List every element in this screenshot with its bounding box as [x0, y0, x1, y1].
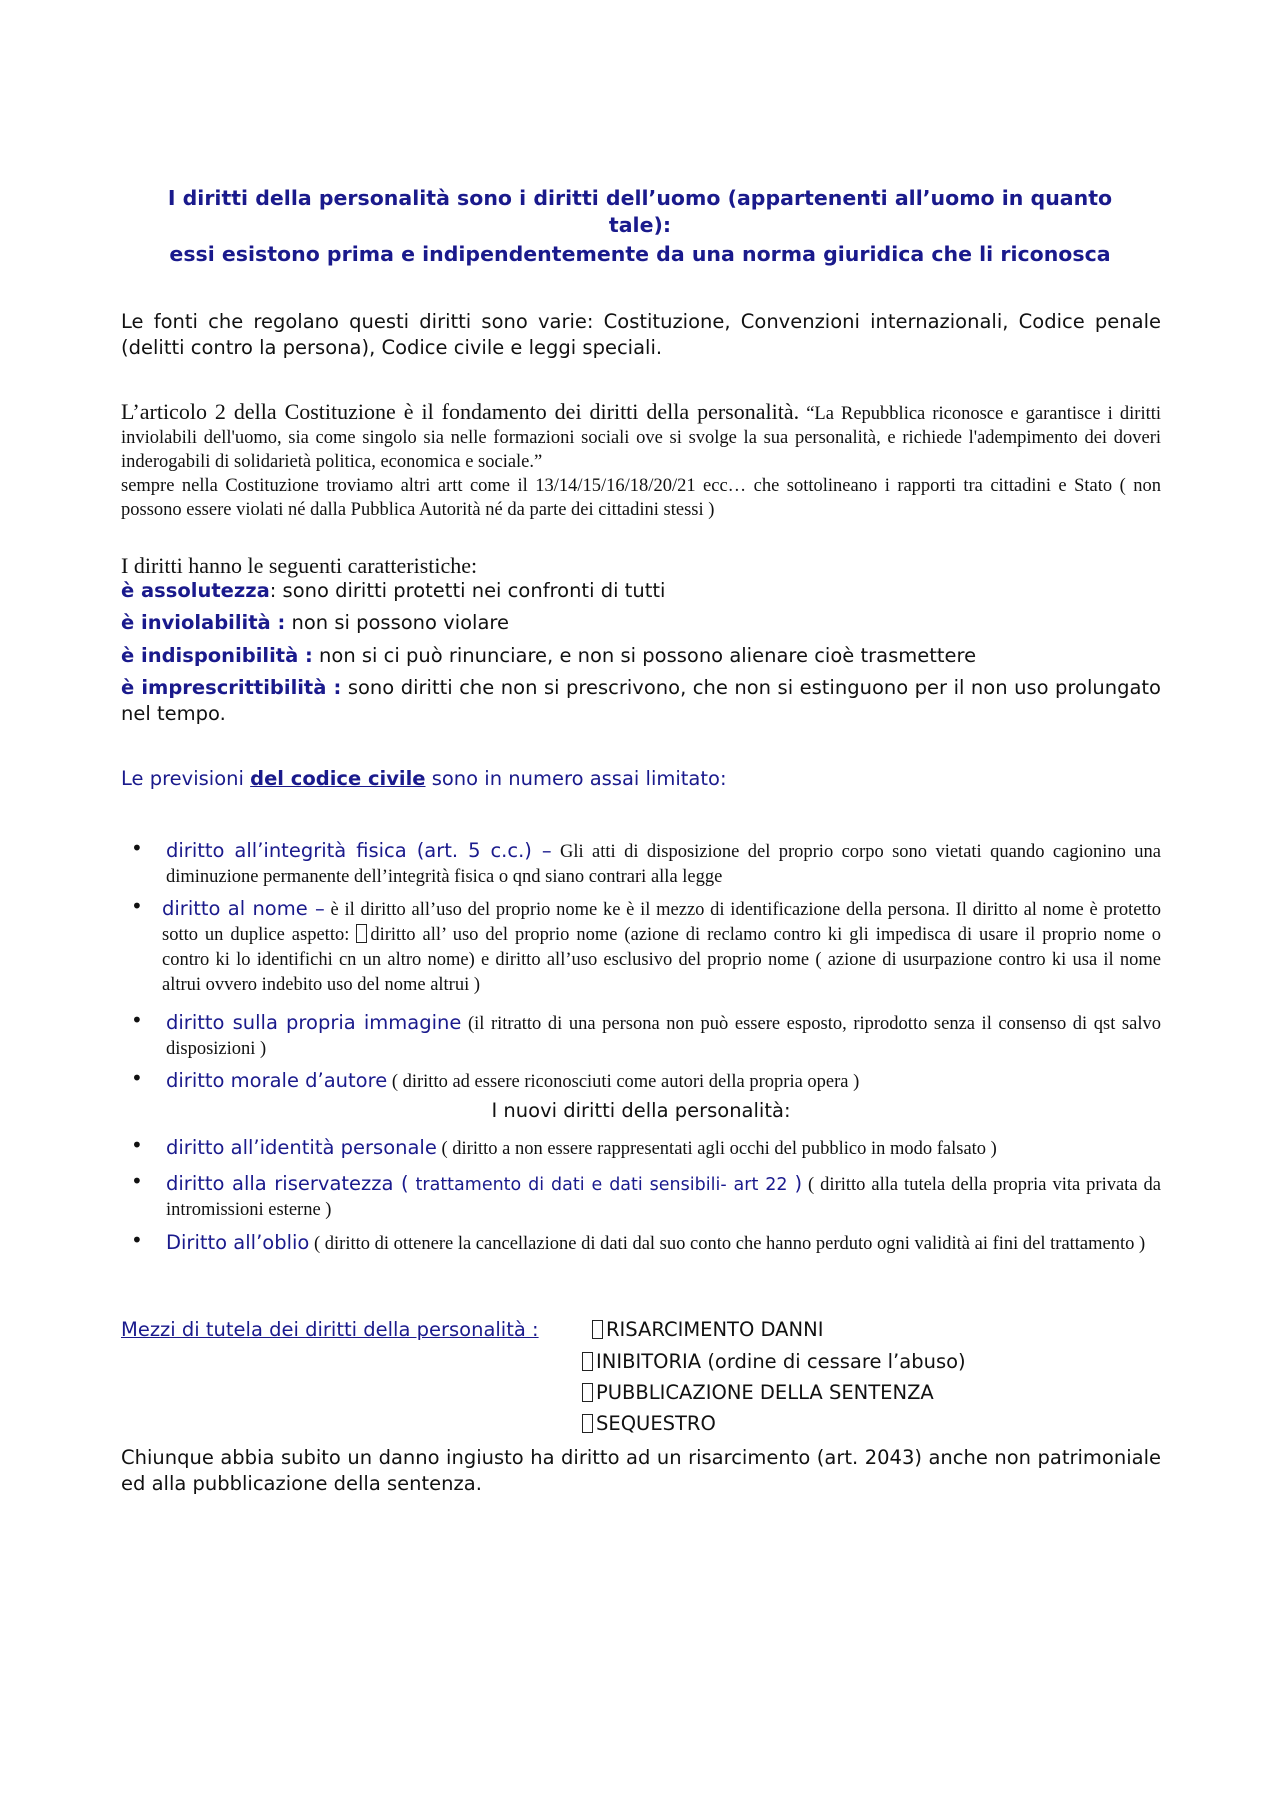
item-label: diritto all’identità personale [166, 1136, 437, 1159]
list-item-immagine [166, 1010, 1161, 1062]
list-item-riservatezza: diritto alla riservatezza ( trattamento di dati e dati sensibili- art 22 ) ( diritto alla tutela della propria vita privata da intromissioni esterne ) [166, 1172, 1161, 1220]
mezzi-tutela-label: Mezzi di tutela dei diritti della personalità : [121, 1318, 539, 1341]
char-text: non si ci può rinunciare, e non si possono alienare cioè trasmettere [312, 644, 977, 667]
missing-glyph-icon [582, 1414, 593, 1433]
item-label: Diritto all’oblio [166, 1231, 310, 1254]
bullet-dot: • [131, 1066, 143, 1090]
char-label: è indisponibilità : [121, 644, 313, 667]
list-item-oblio [166, 1230, 1161, 1257]
item-text: Gli atti di disposizione del proprio corpo sono vietati quando cagionino una diminuzione permanente dell’integrità fisica o qnd siano contrari alla legge [166, 842, 1161, 887]
item-text: ( diritto alla tutela della propria vita privata da intromissioni esterne ) [166, 1175, 1161, 1220]
list-item-autore [166, 1068, 1161, 1095]
item-text: ( diritto ad essere riconosciuti come autori della propria opera ) [387, 1072, 860, 1092]
bullet-dot: • [131, 1133, 143, 1157]
art2-lead: L’articolo 2 della Costituzione è il fondamento dei diritti della personalità. [121, 399, 800, 424]
page-title [120, 185, 1160, 268]
char-text: sono diritti protetti nei confronti di tutti [276, 579, 666, 602]
list-item-nome [162, 896, 1161, 998]
char-indisponibilita [121, 643, 1161, 669]
bullet-dot: • [131, 1228, 143, 1252]
char-text: non si possono violare [285, 611, 510, 634]
nuovi-diritti-header: I nuovi diritti della personalità: [491, 1099, 791, 1122]
bullet-dot: • [131, 1169, 143, 1193]
item-label-sub: trattamento di dati e dati sensibili- art 22 [408, 1175, 795, 1195]
char-label: è imprescrittibilità : [121, 676, 342, 699]
item-label: diritto sulla propria immagine [166, 1011, 462, 1034]
fonti-paragraph: Le fonti che regolano questi diritti sono varie: Costituzione, Convenzioni internazionali, Codice penale (delitti contro la persona), Codice civile e leggi speciali. [121, 310, 1161, 359]
title-line-2: tale): [608, 213, 672, 237]
missing-glyph-icon [582, 1383, 593, 1402]
char-imprescrittibilita [121, 675, 1161, 727]
missing-glyph-icon [356, 924, 367, 943]
art2-quote: “La Repubblica riconosce e garantisce i diritti inviolabili dell'uomo, sia come singolo sia nelle formazioni sociali ove si svolge la sua personalità, e richiede l'adempimento dei doveri inderogabili di solidarietà politica, economica e sociale.” [121, 404, 1162, 472]
item-text: è il diritto all’uso del proprio nome ke è il mezzo di identificazione della persona. Il diritto al nome è protetto sotto un duplice aspetto: [162, 900, 1162, 945]
mezzo-item: SEQUESTRO [582, 1411, 716, 1437]
item-text: ( diritto a non essere rappresentati agli occhi del pubblico in modo falsato ) [436, 1139, 997, 1159]
item-label: diritto morale d’autore [166, 1069, 388, 1092]
mezzo-item: PUBBLICAZIONE DELLA SENTENZA [582, 1380, 934, 1406]
missing-glyph-icon [592, 1320, 603, 1339]
item-label: diritto all’integrità fisica (art. 5 c.c.) – [166, 839, 552, 862]
item-text: ( diritto di ottenere la cancellazione di dati dal suo conto che hanno perduto ogni validità ai fini del trattamento ) [309, 1234, 1146, 1254]
risarcimento-paragraph: Chiunque abbia subito un danno ingiusto ha diritto ad un risarcimento (art. 2043) anche non patrimoniale ed alla pubblicazione della sentenza. [121, 1446, 1161, 1495]
char-label: è inviolabilità : [121, 611, 286, 634]
codice-civile-link: del codice civile [250, 767, 426, 790]
previsioni-line: Le previsioni del codice civile sono in numero assai limitato: [121, 767, 727, 790]
char-inviolabilita [121, 610, 1161, 636]
bullet-dot: • [131, 894, 143, 918]
list-item-integrita [166, 838, 1161, 890]
missing-glyph-icon [582, 1352, 593, 1371]
title-line-1: I diritti della personalità sono i diritti dell’uomo (appartenenti all’uomo in quanto [167, 186, 1113, 210]
art2-others: sempre nella Costituzione troviamo altri artt come il 13/14/15/16/18/20/21 ecc… che sottolineano i rapporti tra cittadini e Stato ( non possono essere violati né dalla Pubblica Autorità né da parte dei cittadini stessi ) [121, 476, 1161, 520]
mezzo-item: RISARCIMENTO DANNI [592, 1317, 823, 1343]
item-label: diritto alla riservatezza ( [166, 1172, 409, 1195]
bullet-dot: • [131, 836, 143, 860]
char-assolutezza: è assolutezza: sono diritti protetti nei confronti di tutti [121, 579, 666, 602]
art2-paragraph [121, 400, 1161, 522]
list-item-identita [166, 1135, 1161, 1162]
char-text: sono diritti che non si prescrivono, che non si estinguono per il non uso prolungato nel tempo. [121, 676, 1161, 725]
mezzo-item: INIBITORIA (ordine di cessare l’abuso) [582, 1349, 966, 1375]
item-label: diritto al nome – [162, 897, 325, 920]
bullet-dot: • [131, 1008, 143, 1032]
title-line-3: essi esistono prima e indipendentemente da una norma giuridica che li riconosca [169, 242, 1111, 266]
char-label: è assolutezza [121, 579, 270, 602]
caratteristiche-intro: I diritti hanno le seguenti caratteristiche: [121, 553, 478, 578]
item-text-2: diritto all’ uso del proprio nome (azione di reclamo contro ki gli impedisca di usare il proprio nome o contro ki lo identifichi cn un altro nome) e diritto all’uso esclusivo del proprio nome ( azione di usurpazione contro ki usa il nome altrui ovvero indebito uso del nome altrui ) [162, 925, 1161, 995]
item-text: (il ritratto di una persona non può essere esposto, riprodotto senza il consenso di qst salvo disposizioni ) [166, 1014, 1161, 1059]
